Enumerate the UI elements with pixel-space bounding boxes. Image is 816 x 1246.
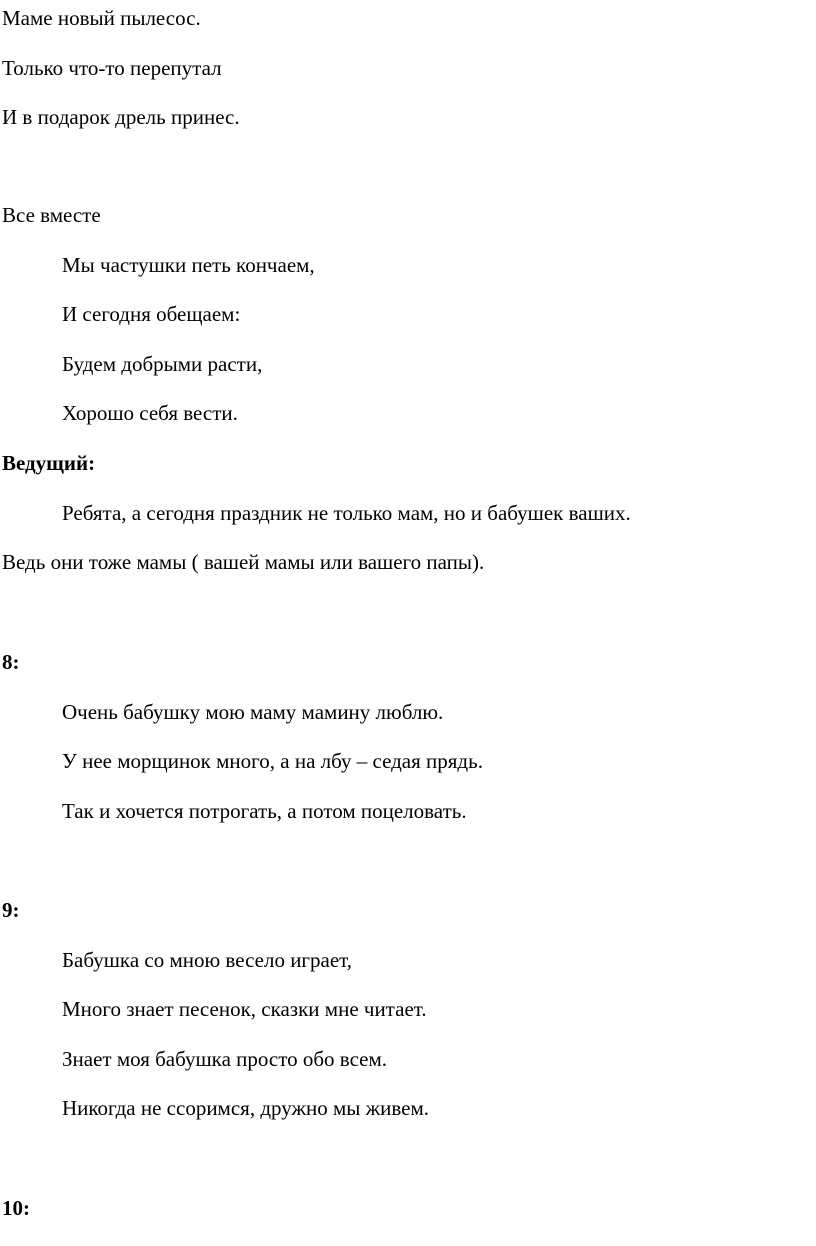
all-together-line: Хорошо себя вести.	[62, 401, 238, 425]
all-together-label: Все вместе	[2, 203, 101, 227]
verse-8-label: 8:	[2, 650, 20, 674]
verse-9-line: Бабушка со мною весело играет,	[62, 948, 353, 972]
host-label: Ведущий:	[2, 451, 96, 475]
verse-8-line: Так и хочется потрогать, а потом поцеловать.	[62, 799, 467, 823]
verse-9-line: Много знает песенок, сказки мне читает.	[62, 997, 427, 1021]
verse-8-line: У нее морщинок много, а на лбу – седая прядь.	[62, 749, 483, 773]
all-together-line: И сегодня обещаем:	[62, 302, 241, 326]
host-line: Ребята, а сегодня праздник не только мам, но и бабушек ваших.	[62, 501, 631, 525]
verse-10-label: 10:	[2, 1196, 30, 1220]
verse-9-line: Знает моя бабушка просто обо всем.	[62, 1047, 388, 1071]
intro-line: Маме новый пылесос.	[2, 6, 201, 30]
verse-9-line: Никогда не ссоримся, дружно мы живем.	[62, 1096, 429, 1120]
intro-line: И в подарок дрель принес.	[2, 105, 240, 129]
host-line: Ведь они тоже мамы ( вашей мамы или вашего папы).	[2, 550, 485, 574]
intro-line: Только что-то перепутал	[2, 56, 222, 80]
verse-9-label: 9:	[2, 898, 20, 922]
verse-8-line: Очень бабушку мою маму мамину люблю.	[62, 700, 444, 724]
all-together-line: Будем добрыми расти,	[62, 352, 263, 376]
all-together-line: Мы частушки петь кончаем,	[62, 253, 315, 277]
